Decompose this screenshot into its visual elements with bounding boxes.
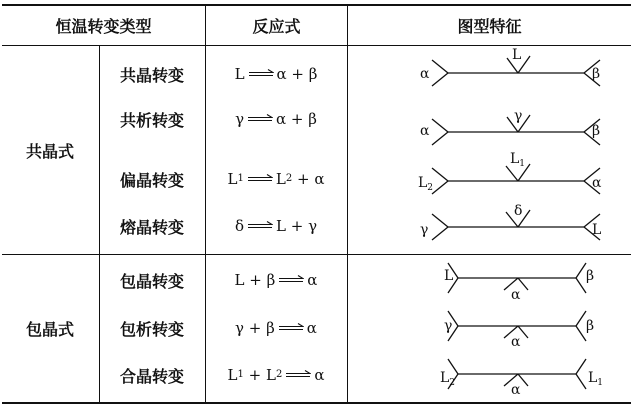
type-eutectoid: 共析转变 <box>119 110 184 130</box>
reaction-metatectic <box>206 211 346 241</box>
equilibrium-arrow-icon <box>247 221 273 231</box>
table-bottom-border <box>2 402 631 404</box>
diagram-peritectoid <box>444 311 594 350</box>
reactant: L <box>234 65 245 83</box>
reaction-syntectic: L 1 + L 2 α <box>227 366 325 384</box>
product: α <box>314 366 325 384</box>
product-tail: + α <box>292 170 325 188</box>
group-label-eutectic: 共晶式 <box>25 141 74 161</box>
reactant-a: L <box>227 366 238 384</box>
products: α + β <box>276 65 318 83</box>
type-eutectic: 共晶转变 <box>119 65 184 85</box>
bottom-phase-label: α <box>511 287 521 303</box>
right-phase-label: α <box>592 175 602 191</box>
right-phase-label: β <box>592 66 601 82</box>
apex-phase-label: δ <box>514 203 523 219</box>
products: α + β <box>276 110 317 128</box>
equilibrium-arrow-icon <box>247 174 273 184</box>
right-phase-label: $L_1$ <box>588 370 604 388</box>
type-peritectoid: 包析转变 <box>119 319 184 339</box>
product: α <box>307 271 318 289</box>
diagram-monotectic <box>418 151 602 194</box>
reaction-eutectoid <box>206 104 346 134</box>
header-feature: 图型特征 <box>457 16 522 36</box>
reactants: γ + β <box>235 319 275 337</box>
reaction-peritectic <box>206 265 346 295</box>
apex-phase-label: L <box>512 47 522 63</box>
apex-phase-label: $L_1$ <box>510 151 526 169</box>
left-phase-label: L <box>444 268 454 284</box>
group-label-peritectic: 包晶式 <box>25 319 74 339</box>
left-phase-label: $L_2$ <box>440 370 456 388</box>
equilibrium-arrow-icon <box>248 69 274 79</box>
right-phase-label: β <box>592 123 601 139</box>
reaction-peritectoid <box>206 313 346 343</box>
reactant: γ <box>235 110 245 128</box>
diagram-metatectic <box>420 203 601 240</box>
product-main: L <box>275 170 286 188</box>
diagram-eutectoid <box>420 108 600 145</box>
type-metatectic: 熔晶转变 <box>119 217 184 237</box>
feature-diagrams <box>348 46 631 402</box>
equilibrium-arrow-icon <box>285 370 311 380</box>
type-peritectic: 包晶转变 <box>119 271 184 291</box>
reactants: L + β <box>234 271 276 289</box>
type-syntectic: 合晶转变 <box>119 366 184 386</box>
left-phase-label: $L_2$ <box>418 175 434 193</box>
right-phase-label: β <box>586 318 595 334</box>
diagram-syntectic <box>440 359 603 398</box>
header-type: 恒温转变类型 <box>55 16 152 36</box>
left-phase-label: α <box>420 123 430 139</box>
bottom-phase-label: α <box>511 334 521 350</box>
bottom-phase-label: α <box>511 382 521 398</box>
right-phase-label: L <box>592 222 602 238</box>
diagram-eutectic <box>420 47 600 86</box>
diagram-peritectic <box>444 263 594 303</box>
header-reaction: 反应式 <box>252 16 301 36</box>
reactant: δ <box>234 217 244 235</box>
plus-sign: + <box>243 366 266 384</box>
reactant-b: L <box>265 366 276 384</box>
reaction-eutectic <box>206 59 346 89</box>
apex-phase-label: γ <box>514 108 523 124</box>
equilibrium-arrow-icon <box>278 275 304 285</box>
left-phase-label: α <box>420 66 430 82</box>
equilibrium-arrow-icon <box>278 323 304 333</box>
reactant: L <box>227 170 238 188</box>
type-monotectic: 偏晶转变 <box>119 170 184 190</box>
products: L + γ <box>276 217 318 235</box>
reaction-monotectic: L 1 L 2 + α <box>227 170 325 188</box>
left-phase-label: γ <box>444 318 453 334</box>
equilibrium-arrow-icon <box>247 114 273 124</box>
left-phase-label: γ <box>420 222 429 238</box>
right-phase-label: β <box>586 268 595 284</box>
product: α <box>306 319 317 337</box>
